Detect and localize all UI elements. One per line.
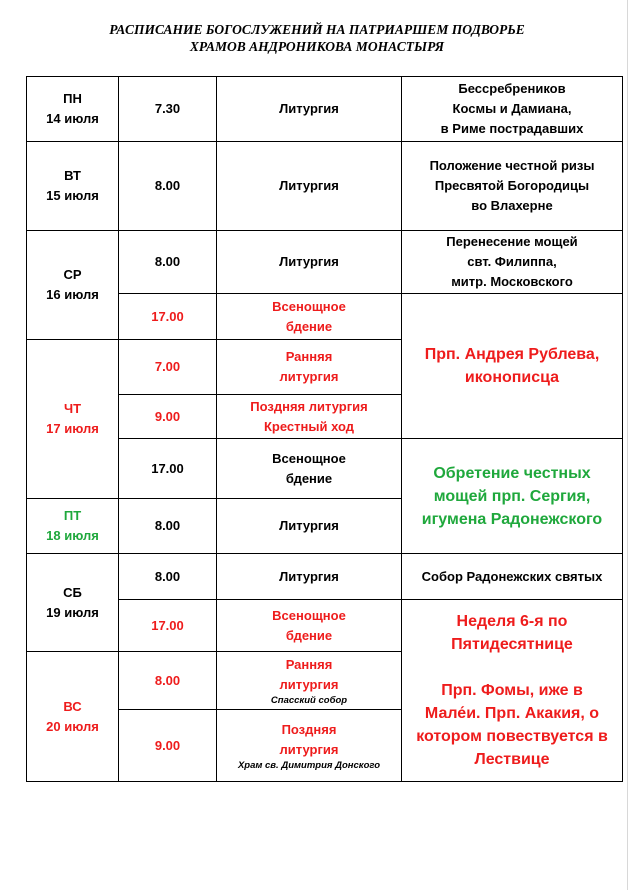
schedule-table xyxy=(26,76,623,782)
feast-line: игумена Радонежского xyxy=(421,510,603,528)
day-label: ВС xyxy=(63,698,82,714)
service-name: Литургия xyxy=(279,518,339,533)
day-date: 15 июля xyxy=(46,188,99,203)
service-cell xyxy=(217,294,402,340)
feast-line: котором повествуется в xyxy=(416,728,608,745)
service-name: бдение xyxy=(285,318,333,334)
day-label: СР xyxy=(63,267,82,282)
service-name: литургия xyxy=(279,741,339,757)
time-cell: 7.30 xyxy=(119,77,217,142)
feast-line: Мале́и. Прп. Акакия, о xyxy=(424,705,600,722)
service-name: Ранняя xyxy=(285,349,333,364)
time-cell: 8.00 xyxy=(119,554,217,600)
day-label: ПН xyxy=(63,91,82,106)
service-cell xyxy=(217,710,402,782)
table-row xyxy=(27,554,623,600)
service-place: Храм св. Димитрия Донского xyxy=(237,759,381,771)
service-name: Всенощное xyxy=(272,298,346,314)
service-name: бдение xyxy=(285,627,333,643)
feast-line: во Влахерне xyxy=(471,198,553,213)
feast-cell-tue xyxy=(402,142,623,231)
page-edge-line xyxy=(627,0,628,890)
service-cell xyxy=(217,340,402,395)
service-name: литургия xyxy=(279,369,339,384)
day-date: 17 июля xyxy=(46,421,99,436)
day-label: ВТ xyxy=(64,168,81,183)
feast-line: Космы и Дамиана, xyxy=(452,101,572,116)
service-cell xyxy=(217,395,402,439)
feast-line: митр. Московского xyxy=(451,274,573,289)
day-label: СБ xyxy=(63,584,82,600)
service-name: Всенощное xyxy=(272,607,346,623)
service-cell xyxy=(217,77,402,142)
day-date: 19 июля xyxy=(46,604,99,620)
day-label: ПТ xyxy=(63,508,82,523)
service-cell xyxy=(217,554,402,600)
feast-line: Перенесение мощей xyxy=(446,234,578,249)
service-place: Спасский собор xyxy=(270,694,348,706)
time-cell: 9.00 xyxy=(119,395,217,439)
table-row xyxy=(27,231,623,294)
feast-line: Лествице xyxy=(474,751,550,768)
service-name: Литургия xyxy=(279,101,339,116)
feast-line: иконописца xyxy=(464,369,560,386)
day-date: 16 июля xyxy=(46,287,99,302)
time-cell: 9.00 xyxy=(119,710,217,782)
feast-cell-sunday xyxy=(402,600,623,782)
time-cell: 17.00 xyxy=(119,600,217,652)
feast-spacer xyxy=(404,656,620,679)
feast-line: мощей прп. Сергия, xyxy=(433,487,591,505)
day-cell-fri xyxy=(27,499,119,554)
service-cell xyxy=(217,142,402,231)
feast-cell-rublev xyxy=(402,294,623,439)
service-name: Крестный ход xyxy=(263,418,355,434)
service-name: бдение xyxy=(285,470,333,486)
service-name: Всенощное xyxy=(272,450,346,466)
service-cell xyxy=(217,439,402,499)
service-name: Литургия xyxy=(279,568,339,584)
time-cell: 7.00 xyxy=(119,340,217,395)
feast-line: свт. Филиппа, xyxy=(467,254,557,269)
title-line-2: ХРАМОВ АНДРОНИКОВА МОНАСТЫРЯ xyxy=(189,39,445,54)
service-cell xyxy=(217,600,402,652)
title-line-1: РАСПИСАНИЕ БОГОСЛУЖЕНИЙ НА ПАТРИАРШЕМ ПОДВОРЬЕ xyxy=(109,22,525,37)
table-row xyxy=(27,77,623,142)
feast-line: Положение честной ризы xyxy=(429,158,595,173)
day-cell-tue xyxy=(27,142,119,231)
day-cell-sun xyxy=(27,652,119,782)
feast-line: Пресвятой Богородицы xyxy=(434,178,590,193)
day-cell-thu xyxy=(27,340,119,499)
day-date: 20 июля xyxy=(46,718,99,734)
time-cell: 8.00 xyxy=(119,652,217,710)
feast-line: Собор Радонежских святых xyxy=(421,568,603,584)
feast-line: Пятидесятнице xyxy=(451,636,573,653)
service-name: Литургия xyxy=(279,178,339,193)
feast-line: Обретение честных xyxy=(433,464,591,482)
feast-line: в Риме пострадавших xyxy=(440,121,584,136)
feast-cell-sat xyxy=(402,554,623,600)
day-cell-mon xyxy=(27,77,119,142)
service-cell xyxy=(217,499,402,554)
feast-line: Прп. Фомы, иже в xyxy=(441,682,583,699)
feast-cell-mon xyxy=(402,77,623,142)
feast-line: Прп. Андрея Рублева, xyxy=(424,346,600,363)
service-name: литургия xyxy=(279,676,339,692)
day-cell-sat xyxy=(27,554,119,652)
time-cell: 8.00 xyxy=(119,499,217,554)
service-name: Поздняя xyxy=(281,721,337,737)
service-name: Литургия xyxy=(279,254,339,269)
table-row xyxy=(27,142,623,231)
feast-cell-wed xyxy=(402,231,623,294)
time-cell: 17.00 xyxy=(119,294,217,340)
day-date: 14 июля xyxy=(46,111,99,126)
time-cell: 8.00 xyxy=(119,142,217,231)
time-cell: 17.00 xyxy=(119,439,217,499)
service-cell xyxy=(217,652,402,710)
feast-line: Бессребреников xyxy=(458,81,566,96)
day-date: 18 июля xyxy=(46,528,99,543)
service-name: Ранняя xyxy=(285,656,333,672)
day-cell-wed xyxy=(27,231,119,340)
day-label: ЧТ xyxy=(63,401,82,416)
feast-cell-sergius xyxy=(402,439,623,554)
service-cell xyxy=(217,231,402,294)
feast-line: Неделя 6-я по xyxy=(456,613,568,630)
service-name: Поздняя литургия xyxy=(250,398,368,414)
time-cell: 8.00 xyxy=(119,231,217,294)
